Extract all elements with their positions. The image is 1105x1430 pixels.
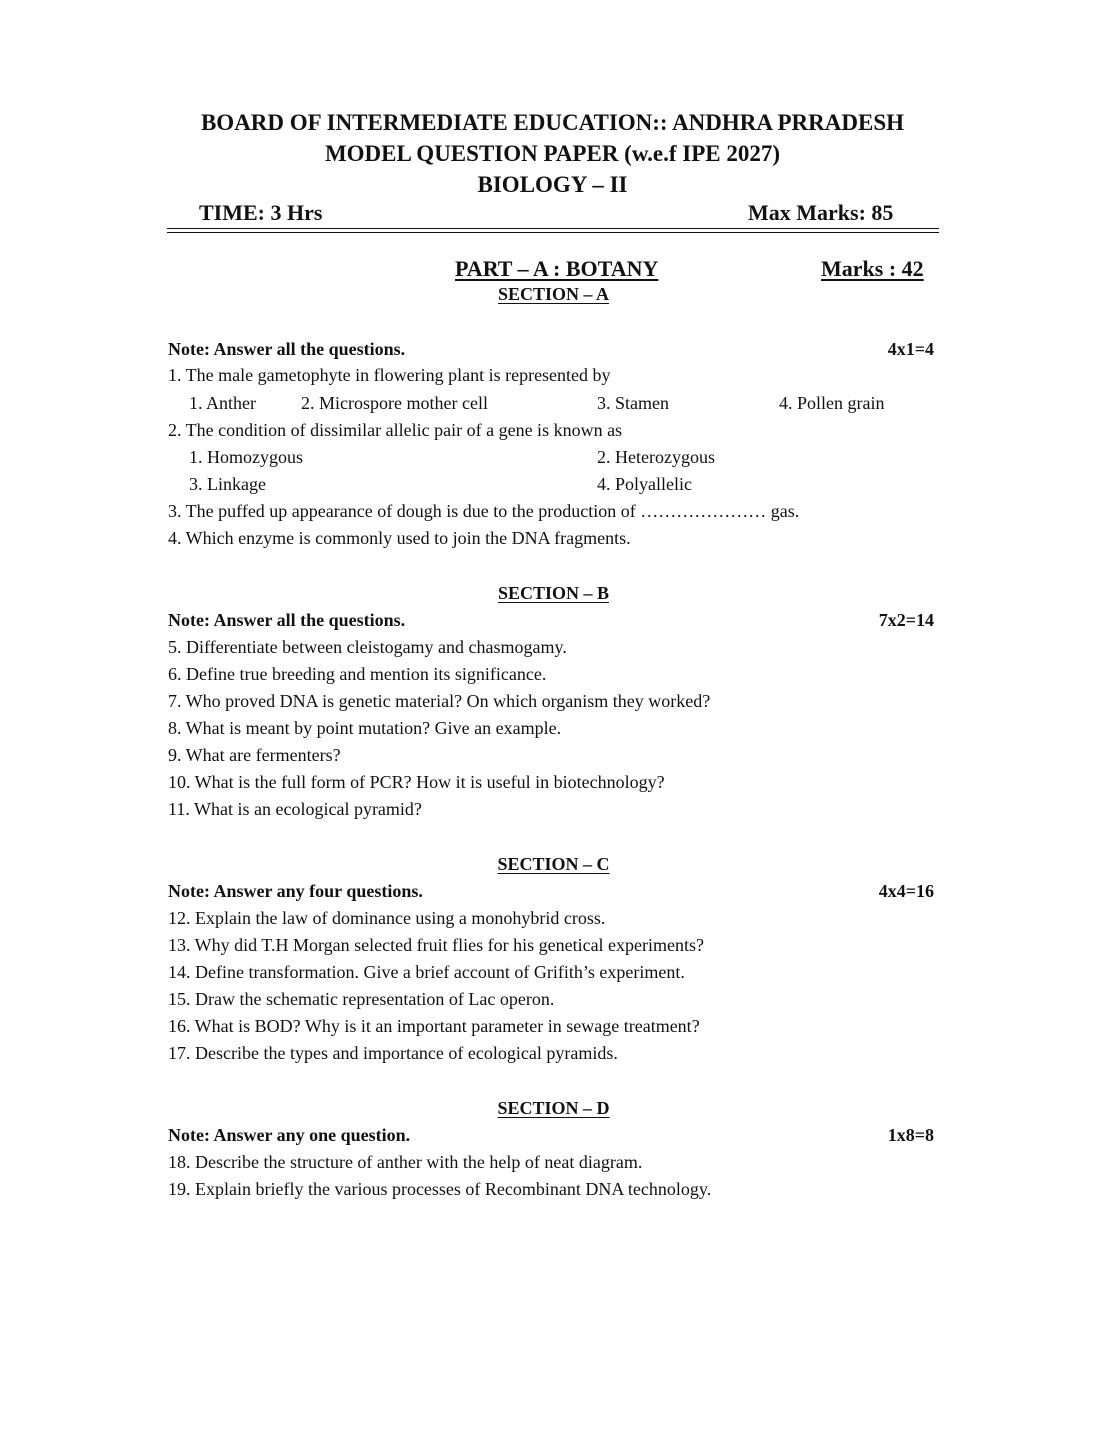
question-17: 17. Describe the types and importance of ecological pyramids. <box>168 1043 618 1063</box>
q2-option-3: 3. Linkage <box>189 474 266 494</box>
q1-option-2: 2. Microspore mother cell <box>301 393 488 413</box>
part-title: PART – A : BOTANY <box>455 256 659 281</box>
question-18: 18. Describe the structure of anther with the help of neat diagram. <box>168 1152 643 1172</box>
section-c-title: SECTION – C <box>497 854 610 874</box>
q2-option-2: 2. Heterozygous <box>597 447 715 467</box>
part-marks: Marks : 42 <box>821 256 924 281</box>
section-d-title: SECTION – D <box>497 1098 610 1118</box>
q1-option-3: 3. Stamen <box>597 393 669 413</box>
section-d-marks: 1x8=8 <box>887 1125 934 1145</box>
question-2: 2. The condition of dissimilar allelic pair of a gene is known as <box>168 420 623 440</box>
question-9: 9. What are fermenters? <box>168 745 341 765</box>
section-b-note: Note: Answer all the questions. <box>168 610 406 630</box>
q1-option-4: 4. Pollen grain <box>779 393 885 413</box>
q2-option-4: 4. Polyallelic <box>597 474 692 494</box>
question-6: 6. Define true breeding and mention its significance. <box>168 664 547 684</box>
question-7: 7. Who proved DNA is genetic material? On which organism they worked? <box>168 691 711 711</box>
question-11: 11. What is an ecological pyramid? <box>168 799 422 819</box>
section-c-note: Note: Answer any four questions. <box>168 881 423 901</box>
section-a-note: Note: Answer all the questions. <box>168 339 406 359</box>
section-b-title: SECTION – B <box>497 583 610 603</box>
question-5: 5. Differentiate between cleistogamy and chasmogamy. <box>168 637 567 657</box>
header-rule-bottom <box>167 232 939 233</box>
section-d-note: Note: Answer any one question. <box>168 1125 411 1145</box>
q1-option-1: 1. Anther <box>189 393 256 413</box>
question-10: 10. What is the full form of PCR? How it is useful in biotechnology? <box>168 772 665 792</box>
time-label: TIME: 3 Hrs <box>199 200 323 225</box>
subject-title: BIOLOGY – II <box>477 172 628 197</box>
question-13: 13. Why did T.H Morgan selected fruit flies for his genetical experiments? <box>168 935 705 955</box>
question-15: 15. Draw the schematic representation of Lac operon. <box>168 989 555 1009</box>
question-1: 1. The male gametophyte in flowering plant is represented by <box>168 365 611 385</box>
section-a-title: SECTION – A <box>497 284 610 304</box>
paper-title: MODEL QUESTION PAPER (w.e.f IPE 2027) <box>324 141 781 166</box>
question-16: 16. What is BOD? Why is it an important parameter in sewage treatment? <box>168 1016 700 1036</box>
header-rule-top <box>167 228 939 229</box>
max-marks-label: Max Marks: 85 <box>748 200 894 225</box>
q2-option-1: 1. Homozygous <box>189 447 303 467</box>
question-12: 12. Explain the law of dominance using a monohybrid cross. <box>168 908 606 928</box>
section-a-marks: 4x1=4 <box>887 339 934 359</box>
section-b-marks: 7x2=14 <box>878 610 934 630</box>
question-8: 8. What is meant by point mutation? Give an example. <box>168 718 562 738</box>
question-19: 19. Explain briefly the various processes of Recombinant DNA technology. <box>168 1179 712 1199</box>
section-c-marks: 4x4=16 <box>878 881 934 901</box>
question-14: 14. Define transformation. Give a brief account of Grifith’s experiment. <box>168 962 685 982</box>
board-title: BOARD OF INTERMEDIATE EDUCATION:: ANDHRA PRRADESH <box>200 110 905 135</box>
question-4: 4. Which enzyme is commonly used to join the DNA fragments. <box>168 528 631 548</box>
question-3: 3. The puffed up appearance of dough is due to the production of ………………… gas. <box>168 501 800 521</box>
